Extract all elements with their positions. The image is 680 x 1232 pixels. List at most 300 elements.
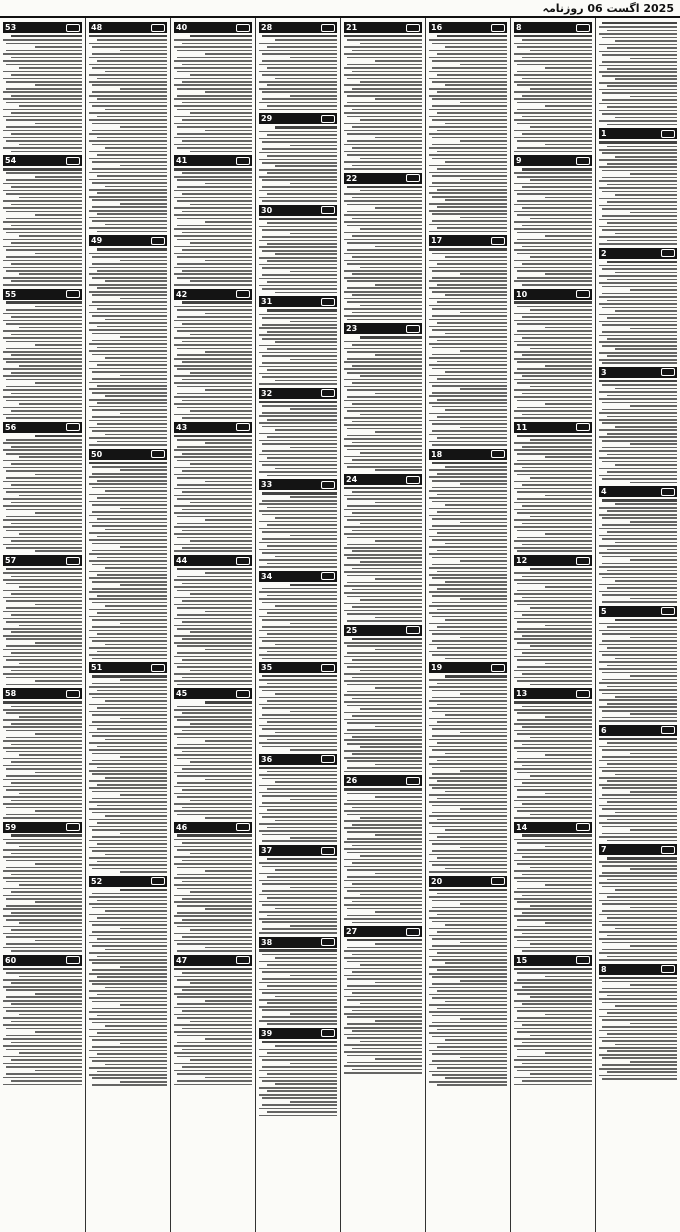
text-line — [347, 666, 422, 668]
text-line — [3, 147, 82, 149]
text-line — [105, 490, 167, 492]
text-line — [11, 631, 82, 633]
text-line — [182, 379, 252, 381]
text-line — [174, 733, 252, 735]
text-line — [429, 375, 507, 377]
text-line — [602, 640, 677, 642]
text-line — [522, 782, 592, 784]
text-line — [607, 763, 677, 765]
text-line — [177, 1073, 252, 1075]
text-line — [267, 809, 337, 811]
badge-mark-icon — [321, 389, 335, 397]
text-line — [259, 50, 337, 52]
text-line — [290, 749, 337, 751]
text-line — [3, 320, 82, 322]
text-line — [530, 645, 592, 647]
text-line — [92, 511, 167, 513]
text-line — [352, 312, 422, 314]
text-line — [259, 630, 337, 632]
text-line — [514, 172, 592, 174]
text-line — [92, 812, 167, 814]
text-line — [429, 192, 507, 194]
text-line — [432, 690, 507, 692]
ad-body-text — [429, 675, 507, 873]
text-line — [344, 123, 422, 125]
column — [510, 18, 595, 1232]
ad-number: 19 — [431, 663, 443, 673]
text-line — [97, 1015, 167, 1017]
text-line — [344, 848, 422, 850]
text-line — [429, 395, 507, 397]
text-line — [3, 786, 82, 788]
text-line — [375, 1058, 422, 1060]
text-line — [262, 883, 337, 885]
text-line — [89, 704, 167, 706]
text-line — [602, 524, 677, 526]
text-line — [375, 393, 422, 395]
badge-mark-icon — [491, 877, 505, 885]
text-line — [615, 580, 677, 582]
text-line — [517, 368, 592, 370]
text-line — [522, 39, 592, 41]
ad-number-badge — [259, 296, 337, 307]
text-line — [602, 601, 677, 603]
classified-ad — [174, 289, 252, 419]
text-line — [259, 1006, 337, 1008]
text-line — [3, 628, 82, 630]
text-line — [602, 440, 677, 442]
text-line — [262, 714, 337, 716]
text-line — [517, 460, 592, 462]
text-line — [599, 746, 677, 748]
text-line — [429, 515, 507, 517]
classified-ad — [259, 388, 337, 476]
text-line — [89, 179, 167, 181]
text-line — [97, 690, 167, 692]
text-line — [347, 351, 422, 353]
ad-body-text — [429, 889, 507, 1087]
classified-ad — [3, 955, 82, 1085]
text-line — [259, 823, 337, 825]
text-line — [599, 861, 677, 863]
text-line — [3, 221, 82, 223]
ad-number-badge — [429, 876, 507, 887]
text-line — [174, 46, 252, 48]
text-line — [259, 440, 337, 442]
text-line — [602, 1064, 677, 1066]
text-line — [429, 490, 507, 492]
text-line — [97, 843, 167, 845]
text-line — [432, 119, 507, 121]
text-line — [290, 1101, 337, 1103]
column — [340, 18, 425, 1232]
text-line — [174, 273, 252, 275]
text-line — [360, 375, 422, 377]
text-line — [347, 78, 422, 80]
text-line — [347, 358, 422, 360]
text-line — [599, 110, 677, 112]
text-line — [6, 881, 82, 883]
text-line — [174, 846, 252, 848]
text-line — [514, 449, 592, 451]
text-line — [514, 242, 592, 244]
text-line — [3, 109, 82, 111]
text-line — [190, 334, 252, 336]
text-line — [120, 623, 167, 625]
text-line — [352, 901, 422, 903]
text-line — [347, 396, 422, 398]
text-line — [35, 772, 82, 774]
text-line — [615, 1005, 677, 1007]
text-line — [259, 264, 337, 266]
text-line — [437, 361, 507, 363]
text-line — [602, 113, 677, 115]
text-line — [344, 663, 422, 665]
text-line — [599, 767, 677, 769]
text-line — [267, 507, 337, 509]
text-line — [545, 976, 592, 978]
text-line — [630, 907, 677, 909]
text-line — [615, 619, 677, 621]
text-line — [599, 991, 677, 993]
text-line — [6, 638, 82, 640]
classified-ad — [344, 173, 422, 321]
text-line — [522, 614, 592, 616]
text-line — [545, 884, 592, 886]
text-line — [177, 460, 252, 462]
text-line — [517, 842, 592, 844]
text-line — [262, 626, 337, 628]
ad-number: 13 — [516, 689, 528, 699]
text-line — [429, 364, 507, 366]
text-line — [89, 368, 167, 370]
text-line — [602, 37, 677, 39]
text-line — [190, 982, 252, 984]
text-line — [530, 1035, 592, 1037]
text-line — [347, 301, 422, 303]
text-line — [514, 898, 592, 900]
text-line — [514, 320, 592, 322]
text-line — [352, 365, 422, 367]
text-line — [120, 413, 167, 415]
text-line — [522, 207, 592, 209]
text-line — [275, 517, 337, 519]
text-line — [6, 88, 82, 90]
badge-mark-icon — [576, 290, 590, 298]
ad-body-text — [259, 675, 337, 751]
ad-number-badge — [259, 845, 337, 856]
ad-number-badge — [89, 449, 167, 460]
text-line — [259, 422, 337, 424]
text-line — [92, 91, 167, 93]
text-line — [3, 673, 82, 675]
ad-number-badge — [174, 688, 252, 699]
text-line — [262, 1009, 337, 1011]
text-line — [89, 119, 167, 121]
text-line — [3, 758, 82, 760]
text-line — [445, 714, 507, 716]
text-line — [92, 504, 167, 506]
text-line — [35, 435, 82, 437]
text-line — [347, 544, 422, 546]
text-line — [262, 840, 337, 842]
text-line — [517, 270, 592, 272]
text-line — [432, 787, 507, 789]
text-line — [174, 786, 252, 788]
text-line — [347, 1023, 422, 1025]
text-line — [429, 413, 507, 415]
text-line — [174, 337, 252, 339]
text-line — [530, 179, 592, 181]
classified-ad — [599, 725, 677, 841]
text-line — [545, 273, 592, 275]
text-line — [290, 57, 337, 59]
text-line — [352, 992, 422, 994]
text-line — [105, 434, 167, 436]
text-line — [259, 383, 337, 385]
text-line — [360, 599, 422, 601]
text-line — [607, 1071, 677, 1073]
ad-number-badge — [259, 1028, 337, 1039]
text-line — [290, 711, 337, 713]
text-line — [599, 689, 677, 691]
text-line — [177, 719, 252, 721]
classified-ad — [514, 688, 592, 818]
text-line — [259, 257, 337, 259]
text-line — [599, 468, 677, 470]
text-line — [92, 1060, 167, 1062]
text-line — [514, 112, 592, 114]
text-line — [432, 633, 507, 635]
text-line — [105, 280, 167, 282]
text-line — [3, 526, 82, 528]
text-line — [360, 708, 422, 710]
text-line — [344, 438, 422, 440]
text-line — [514, 631, 592, 633]
text-line — [429, 126, 507, 128]
text-line — [19, 105, 82, 107]
text-line — [514, 761, 592, 763]
text-line — [432, 67, 507, 69]
text-line — [514, 301, 592, 303]
text-line — [599, 651, 677, 653]
text-line — [89, 494, 167, 496]
text-line — [429, 260, 507, 262]
classified-ad — [514, 289, 592, 419]
text-line — [432, 196, 507, 198]
text-line — [6, 684, 82, 686]
text-line — [517, 361, 592, 363]
text-line — [514, 670, 592, 672]
text-line — [602, 679, 677, 681]
text-line — [259, 767, 337, 769]
text-line — [89, 826, 167, 828]
text-line — [35, 176, 82, 178]
text-line — [344, 495, 422, 497]
text-line — [6, 172, 82, 174]
badge-mark-icon — [661, 249, 675, 257]
text-line — [432, 182, 507, 184]
text-line — [344, 957, 422, 959]
text-line — [120, 165, 167, 167]
ad-number-badge — [599, 486, 677, 497]
ad-number: 1 — [601, 129, 607, 139]
text-line — [615, 503, 677, 505]
text-line — [347, 1055, 422, 1057]
text-line — [89, 267, 167, 269]
text-line — [89, 1050, 167, 1052]
text-line — [607, 647, 677, 649]
badge-mark-icon — [576, 823, 590, 831]
text-line — [89, 808, 167, 810]
text-line — [347, 1062, 422, 1064]
text-line — [429, 605, 507, 607]
text-line — [3, 765, 82, 767]
text-line — [92, 945, 167, 947]
text-line — [267, 1111, 337, 1113]
text-line — [105, 1064, 167, 1066]
text-line — [429, 497, 507, 499]
text-line — [437, 112, 507, 114]
text-line — [344, 719, 422, 721]
column — [595, 18, 680, 1232]
text-line — [3, 60, 82, 62]
text-line — [174, 98, 252, 100]
text-line — [92, 924, 167, 926]
text-line — [6, 491, 82, 493]
text-line — [344, 918, 422, 920]
text-line — [3, 1000, 82, 1002]
text-line — [120, 336, 167, 338]
text-line — [607, 587, 677, 589]
text-line — [615, 348, 677, 350]
text-line — [182, 1049, 252, 1051]
text-line — [429, 777, 507, 779]
text-line — [352, 638, 422, 640]
text-line — [375, 796, 422, 798]
text-line — [445, 753, 507, 755]
text-line — [344, 232, 422, 234]
text-line — [174, 726, 252, 728]
text-line — [174, 228, 252, 230]
text-line — [530, 256, 592, 258]
ad-body-text — [599, 22, 677, 125]
text-line — [514, 656, 592, 658]
text-line — [35, 680, 82, 682]
text-line — [92, 1046, 167, 1048]
text-line — [97, 595, 167, 597]
text-line — [177, 393, 252, 395]
text-line — [514, 389, 592, 391]
text-line — [514, 91, 592, 93]
text-line — [35, 901, 82, 903]
text-line — [3, 239, 82, 241]
text-line — [19, 586, 82, 588]
text-line — [429, 623, 507, 625]
text-line — [267, 222, 337, 224]
text-line — [92, 683, 167, 685]
text-line — [174, 940, 252, 942]
text-line — [105, 854, 167, 856]
text-line — [429, 644, 507, 646]
text-line — [352, 824, 422, 826]
text-line — [517, 232, 592, 234]
text-line — [429, 1025, 507, 1027]
ad-number-badge — [174, 555, 252, 566]
text-line — [360, 523, 422, 525]
text-line — [182, 119, 252, 121]
text-line — [262, 267, 337, 269]
text-line — [344, 975, 422, 977]
ad-number-badge — [514, 22, 592, 33]
text-line — [174, 105, 252, 107]
text-line — [89, 914, 167, 916]
text-line — [530, 684, 592, 686]
text-line — [347, 800, 422, 802]
text-line — [97, 326, 167, 328]
text-line — [602, 981, 677, 983]
text-line — [3, 277, 82, 279]
classified-ad — [89, 662, 167, 872]
text-line — [89, 921, 167, 923]
text-line — [375, 726, 422, 728]
text-line — [599, 921, 677, 923]
text-line — [262, 746, 337, 748]
text-line — [6, 737, 82, 739]
text-line — [607, 240, 677, 242]
text-line — [3, 71, 82, 73]
text-line — [3, 39, 82, 41]
text-line — [599, 1016, 677, 1018]
text-line — [344, 592, 422, 594]
text-line — [514, 1000, 592, 1002]
text-line — [432, 487, 507, 489]
text-line — [92, 487, 167, 489]
text-line — [89, 616, 167, 618]
text-line — [545, 1014, 592, 1016]
text-line — [182, 140, 252, 142]
text-line — [259, 725, 337, 727]
text-line — [432, 945, 507, 947]
text-line — [344, 585, 422, 587]
text-line — [262, 992, 337, 994]
ad-body-text — [174, 701, 252, 818]
text-line — [89, 291, 167, 293]
text-line — [347, 814, 422, 816]
text-line — [517, 881, 592, 883]
text-line — [429, 224, 507, 226]
column — [425, 18, 510, 1232]
text-line — [89, 74, 167, 76]
ad-body-text — [344, 186, 422, 321]
text-line — [177, 576, 252, 578]
badge-mark-icon — [236, 690, 250, 698]
text-line — [120, 794, 167, 796]
text-line — [120, 584, 167, 586]
text-line — [352, 273, 422, 275]
text-line — [602, 331, 677, 333]
text-line — [460, 102, 507, 104]
text-line — [429, 553, 507, 555]
text-line — [429, 854, 507, 856]
text-line — [177, 607, 252, 609]
text-line — [11, 853, 82, 855]
text-line — [437, 931, 507, 933]
text-line — [97, 154, 167, 156]
ad-number-badge — [89, 22, 167, 33]
text-line — [352, 883, 422, 885]
text-line — [344, 315, 422, 317]
